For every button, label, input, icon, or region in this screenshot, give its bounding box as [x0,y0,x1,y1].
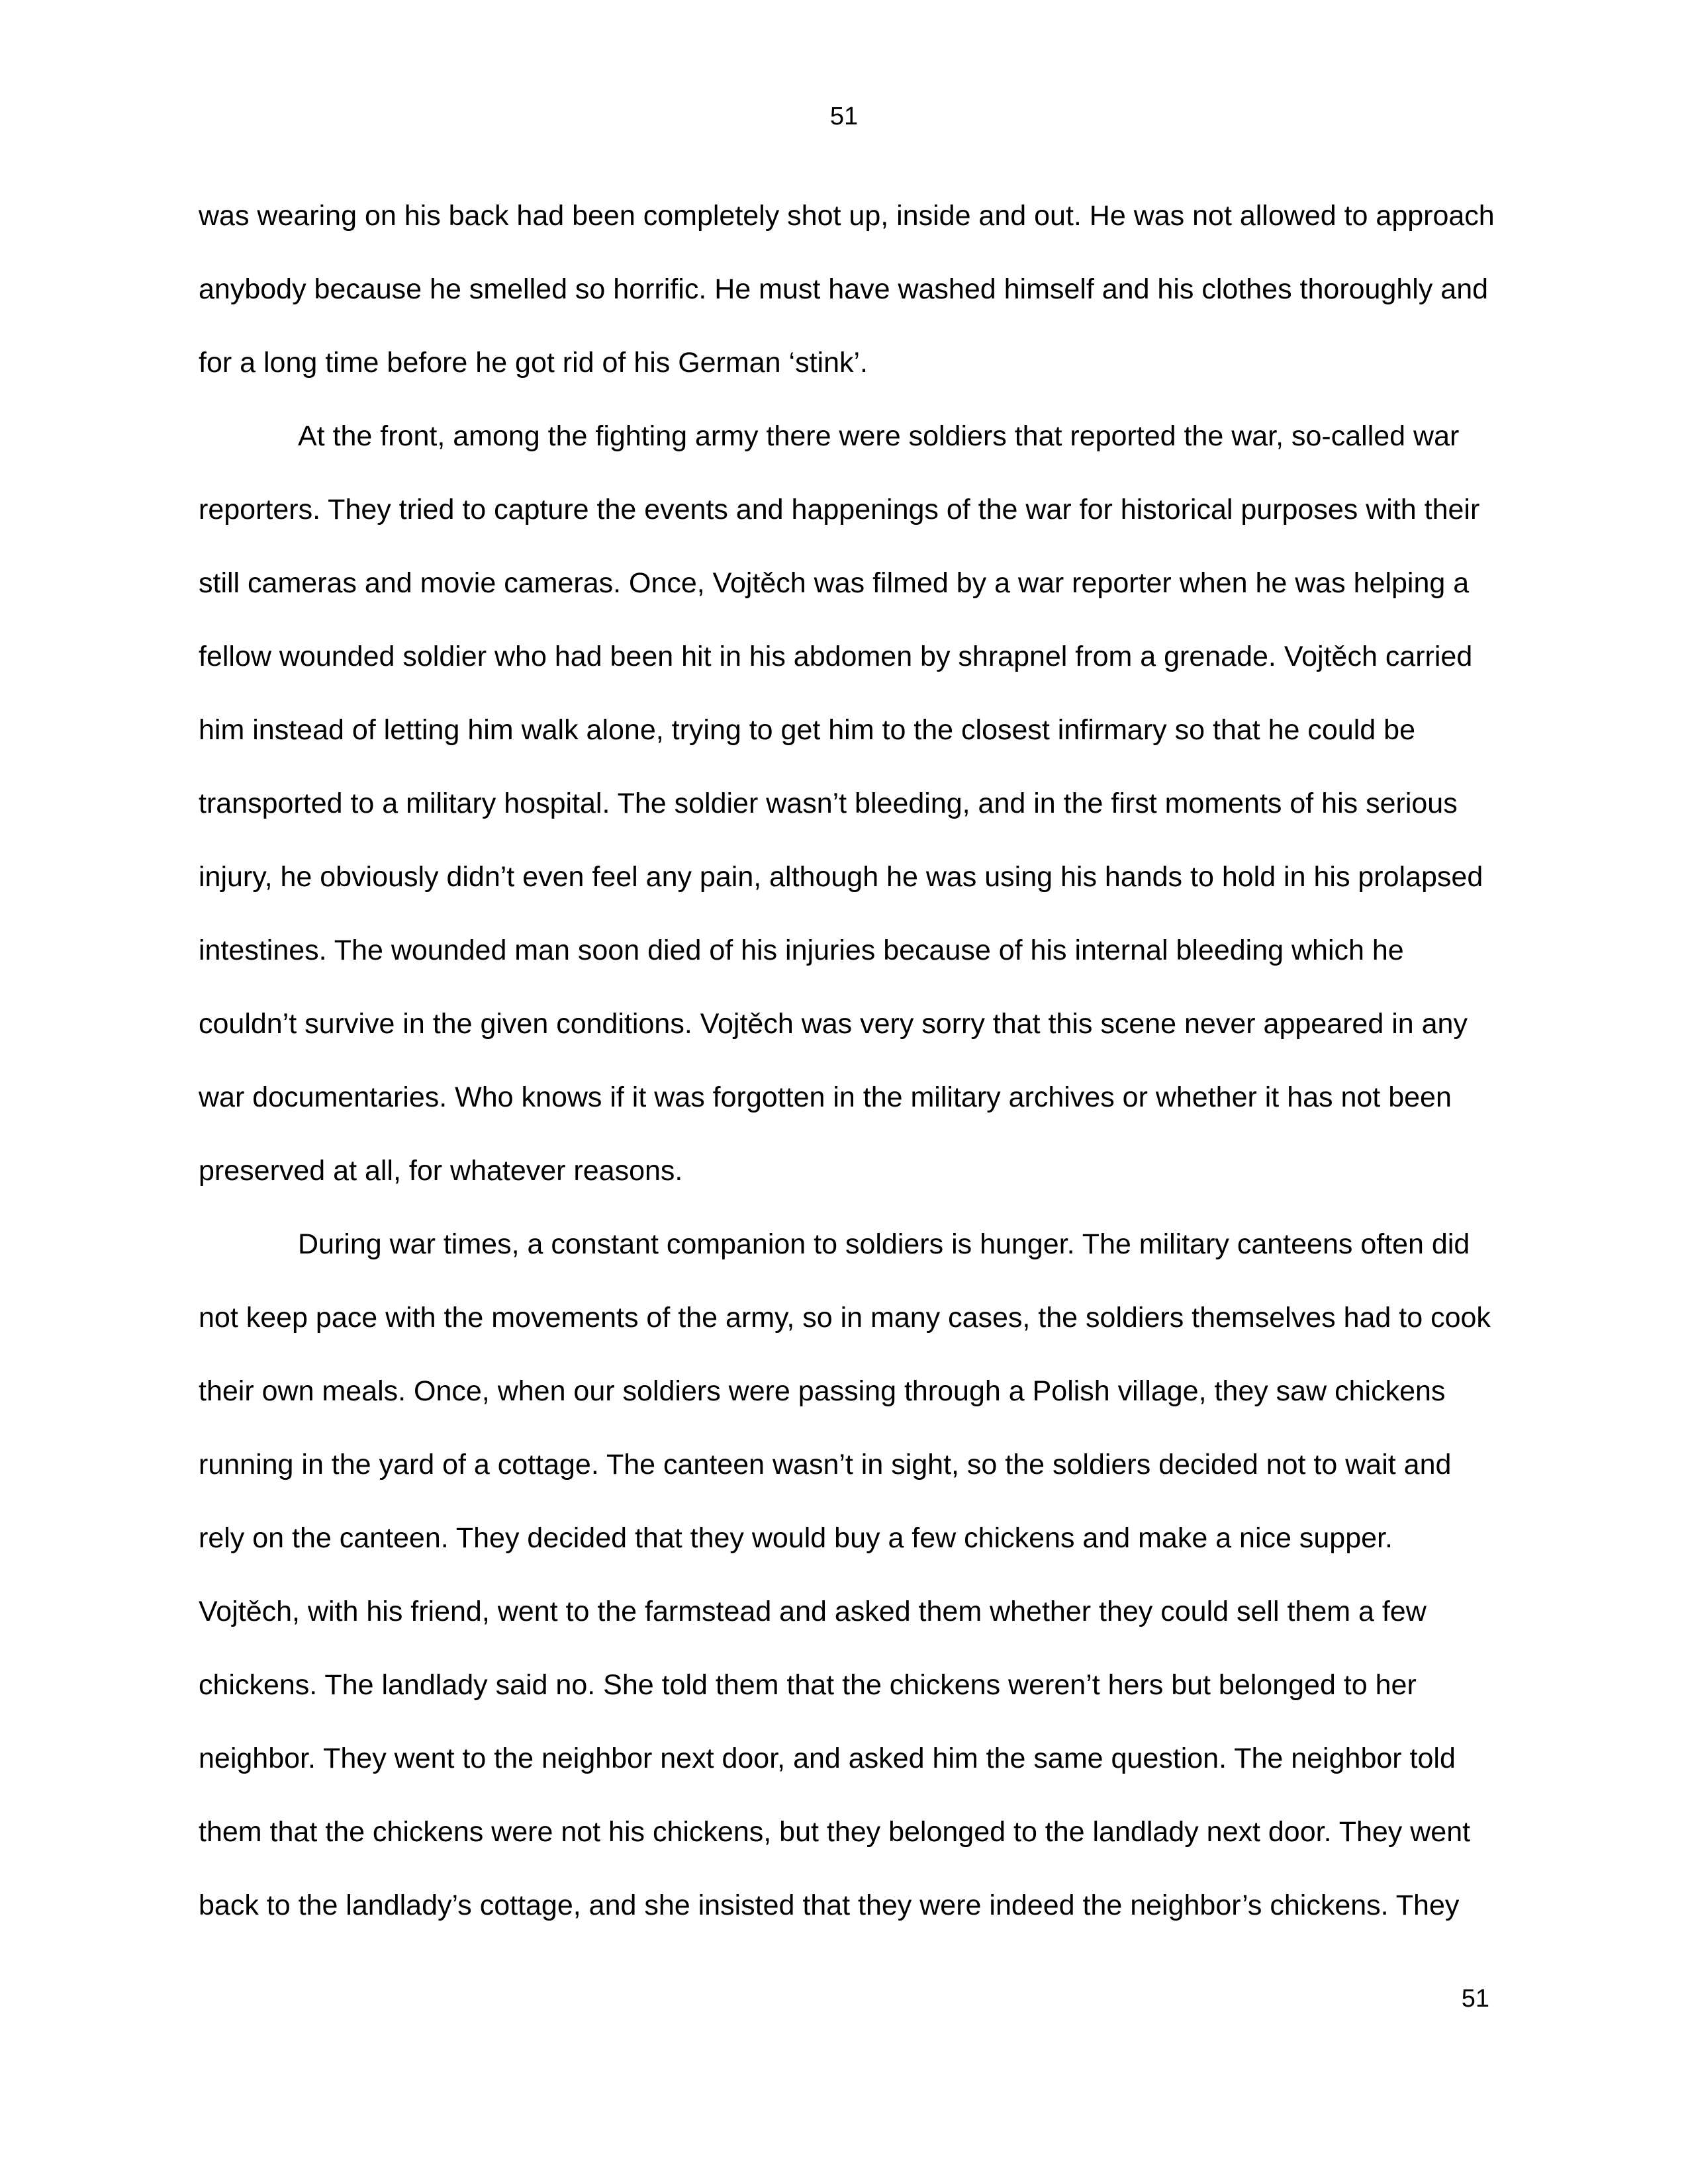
text-line: reporters. They tried to capture the events and happenings of the war for historical purposes with their [199,494,1480,525]
text-line: not keep pace with the movements of the army, so in many cases, the soldiers themselves had to cook [199,1302,1491,1334]
text-line: chickens. The landlady said no. She told them that the chickens weren’t hers but belonged to her [199,1669,1417,1701]
paragraph-start-line: During war times, a constant companion to soldiers is hunger. The military canteens often did [298,1228,1470,1260]
text-line: back to the landlady’s cottage, and she insisted that they were indeed the neighbor’s chickens. They [199,1889,1460,1921]
text-line: war documentaries. Who knows if it was forgotten in the military archives or whether it has not been [199,1081,1452,1113]
text-line: for a long time before he got rid of his German ‘stink’. [199,347,868,379]
text-line: injury, he obviously didn’t even feel any pain, although he was using his hands to hold in his prolapsed [199,861,1483,893]
page-number-top: 51 [829,103,859,130]
text-line: preserved at all, for whatever reasons. [199,1155,683,1187]
text-line: running in the yard of a cottage. The canteen wasn’t in sight, so the soldiers decided not to wait and [199,1449,1452,1480]
text-line: fellow wounded soldier who had been hit in his abdomen by shrapnel from a grenade. Vojtěch carried [199,641,1473,672]
text-line: anybody because he smelled so horrific. He must have washed himself and his clothes thoroughly and [199,273,1489,305]
text-line: rely on the canteen. They decided that they would buy a few chickens and make a nice supper. [199,1522,1393,1554]
text-line: Vojtěch, with his friend, went to the farmstead and asked them whether they could sell them a few [199,1596,1427,1627]
text-line: neighbor. They went to the neighbor next door, and asked him the same question. The neighbor told [199,1743,1456,1774]
text-line: still cameras and movie cameras. Once, Vojtěch was filmed by a war reporter when he was helping a [199,567,1470,599]
text-line: them that the chickens were not his chickens, but they belonged to the landlady next door. They went [199,1816,1471,1848]
page-number-bottom: 51 [1461,1985,1489,2013]
paragraph-start-line: At the front, among the fighting army there were soldiers that reported the war, so-called war [298,420,1460,452]
text-line: transported to a military hospital. The soldier wasn’t bleeding, and in the first moments of his serious [199,788,1458,819]
text-line: him instead of letting him walk alone, trying to get him to the closest infirmary so that he could be [199,714,1415,746]
text-line: their own meals. Once, when our soldiers were passing through a Polish village, they saw chickens [199,1375,1446,1407]
text-line: couldn’t survive in the given conditions. Vojtěch was very sorry that this scene never appeared in any [199,1008,1468,1040]
text-line: was wearing on his back had been completely shot up, inside and out. He was not allowed to approach [199,200,1495,232]
text-line: intestines. The wounded man soon died of his injuries because of his internal bleeding which he [199,934,1404,966]
